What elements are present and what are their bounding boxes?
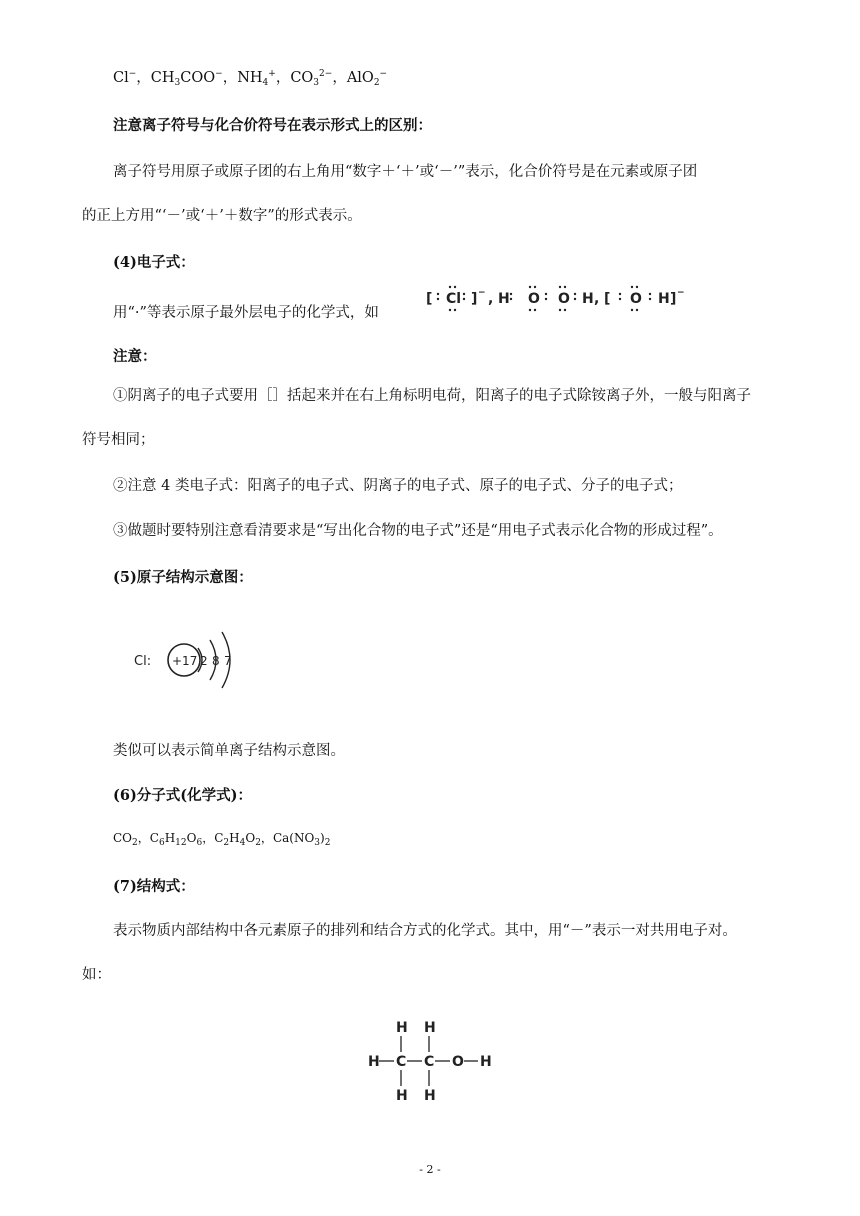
lewis-atom-o: O [528, 291, 540, 307]
shell-electron-count: 8 [212, 654, 220, 668]
formula-examples: $CO_2$，$C_6H_{12}O_6$，$C_2H_4O_2$，$Ca(NO_3)_2$ [113, 831, 331, 848]
atom-c: C [396, 1054, 407, 1070]
similar-text: 类似可以表示简单离子结构示意图。 [113, 743, 345, 759]
lewis-bracket: [ [604, 291, 611, 307]
lewis-atom-h: H [582, 291, 594, 307]
atom-c: C [424, 1054, 435, 1070]
ion-examples: Cl−，$CH_3COO^-$，$NH_4^+$，$CO_3^{2-}$，AlO$_2$− [113, 69, 388, 88]
lewis-comma: , [488, 291, 494, 307]
atom-h: H [424, 1088, 436, 1104]
lewis-atom-o: O [630, 291, 642, 307]
ethanol-structural-formula [364, 1016, 504, 1106]
attention-item-2: ②注意 4 类电子式：阳离子的电子式、阴离子的电子式、原子的电子式、分子的电子式； [113, 478, 683, 494]
note-paragraph-line-2: 的正上方用“‘－’或‘＋’＋数字”的形式表示。 [82, 208, 362, 224]
attention-heading: 注意： [113, 348, 157, 365]
note-paragraph-line-1: 离子符号用原子或原子团的右上角用“数字＋‘＋’或‘－’”表示，化合价符号是在元素或原子团 [113, 164, 698, 180]
shell-electron-count: 7 [224, 654, 232, 668]
lewis-atom-h: H [658, 291, 670, 307]
atom-h: H [396, 1020, 408, 1036]
atom-h: H [424, 1020, 436, 1036]
lewis-electron-dots [437, 286, 651, 311]
lewis-atom-cl: Cl [446, 291, 462, 307]
atom-nucleus-charge: +17 [172, 654, 198, 668]
section-4-heading: (4)电子式： [113, 254, 195, 271]
attention-item-1-line-2: 符号相同； [82, 432, 155, 448]
lewis-atom-h: H [498, 291, 510, 307]
lewis-bracket: ] [471, 291, 478, 307]
lewis-bracket: [ [426, 291, 433, 307]
atom-structure-diagram [128, 622, 248, 702]
lewis-comma: , [594, 291, 600, 307]
section-7-paragraph-line-1: 表示物质内部结构中各元素原子的排列和结合方式的化学式。其中，用“－”表示一对共用电子对。 [113, 923, 737, 939]
atom-o: O [452, 1054, 464, 1070]
atom-h: H [368, 1054, 380, 1070]
attention-item-3: ③做题时要特别注意看清要求是“写出化合物的电子式”还是“用电子式表示化合物的形成过程”。 [113, 523, 723, 539]
atom-label: Cl: [134, 654, 152, 669]
section-7-heading: (7)结构式： [113, 878, 195, 895]
section-7-paragraph-line-2: 如： [82, 967, 111, 983]
section-6-heading: (6)分子式(化学式)： [113, 787, 253, 804]
section-4-text: 用“·”等表示原子最外层电子的化学式，如 [113, 305, 379, 321]
lewis-bracket: ] [670, 291, 677, 307]
lewis-charge: − [677, 288, 685, 298]
attention-item-1-line-1: ①阴离子的电子式要用［］括起来并在右上角标明电荷，阳离子的电子式除铵离子外，一般与阳离子 [113, 388, 751, 404]
atom-h: H [396, 1088, 408, 1104]
lewis-structures-figure [424, 284, 694, 314]
lewis-charge: − [478, 288, 486, 298]
lewis-atom-o: O [558, 291, 570, 307]
page-number: - 2 - [419, 1163, 441, 1176]
note-heading: 注意离子符号与化合价符号在表示形式上的区别： [113, 117, 432, 134]
shell-electron-count: 2 [200, 654, 208, 668]
section-5-heading: (5)原子结构示意图： [113, 569, 253, 586]
atom-h: H [480, 1054, 492, 1070]
